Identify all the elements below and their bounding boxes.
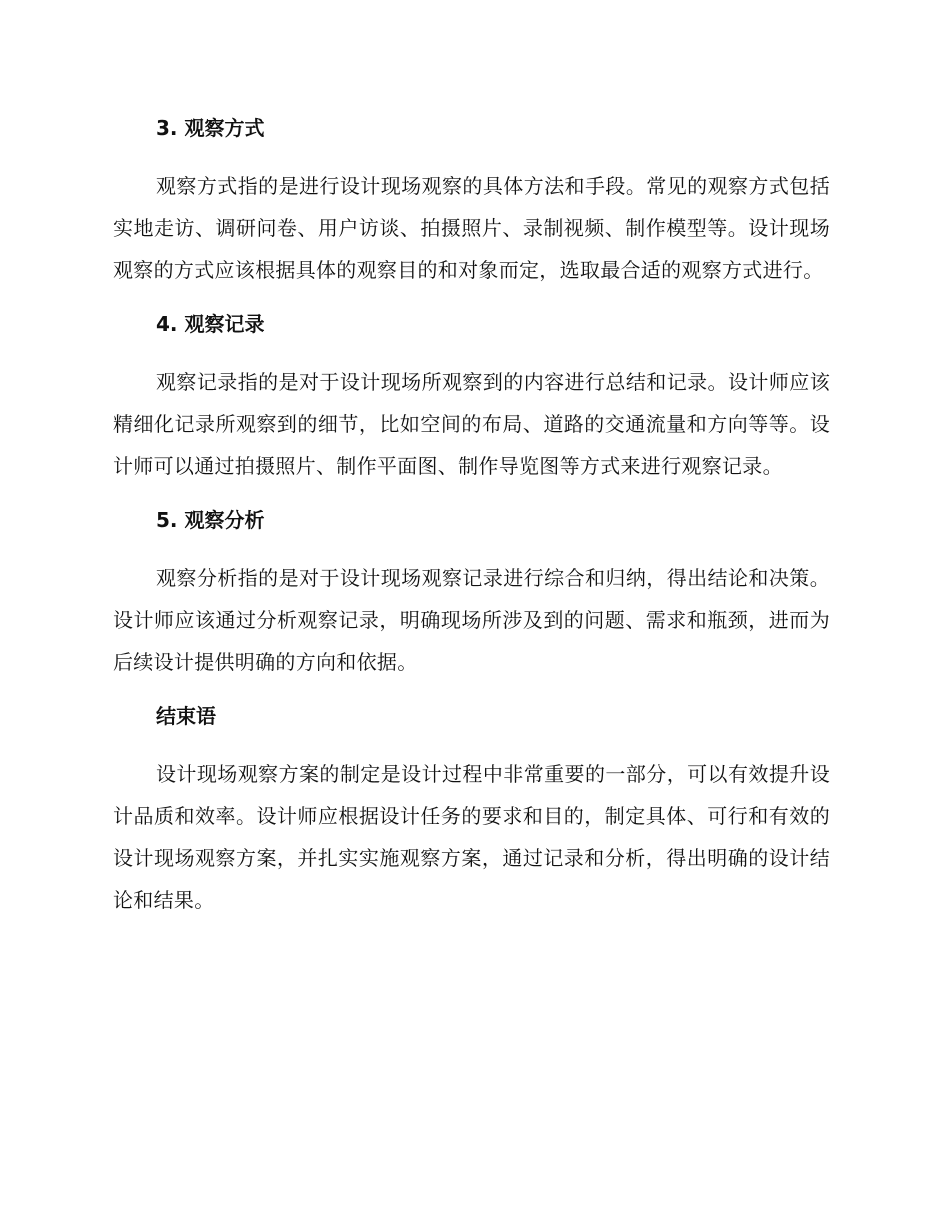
section-paragraph: 观察方式指的是进行设计现场观察的具体方法和手段。常见的观察方式包括实地走访、调研问卷、用户访谈、拍摄照片、录制视频、制作模型等。设计现场观察的方式应该根据具体的观察目的和对象而定，选取最合适的观察方式进行。 [113, 174, 830, 282]
section-observation-analysis [113, 505, 830, 683]
section-heading: 4. 观察记录 [156, 312, 265, 336]
section-heading: 结束语 [156, 704, 216, 728]
section-heading: 5. 观察分析 [156, 508, 265, 532]
section-paragraph: 观察分析指的是对于设计现场观察记录进行综合和归纳，得出结论和决策。设计师应该通过分析观察记录，明确现场所涉及到的问题、需求和瓶颈，进而为后续设计提供明确的方向和依据。 [113, 566, 830, 674]
section-heading: 3. 观察方式 [156, 116, 265, 140]
section-observation-record [113, 309, 830, 487]
section-conclusion [113, 701, 830, 921]
section-paragraph: 设计现场观察方案的制定是设计过程中非常重要的一部分，可以有效提升设计品质和效率。设计师应根据设计任务的要求和目的，制定具体、可行和有效的设计现场观察方案，并扎实实施观察方案，通过记录和分析，得出明确的设计结论和结果。 [113, 762, 830, 912]
section-paragraph: 观察记录指的是对于设计现场所观察到的内容进行总结和记录。设计师应该精细化记录所观察到的细节，比如空间的布局、道路的交通流量和方向等等。设计师可以通过拍摄照片、制作平面图、制作导览图等方式来进行观察记录。 [113, 370, 830, 478]
section-observation-method [113, 113, 830, 291]
